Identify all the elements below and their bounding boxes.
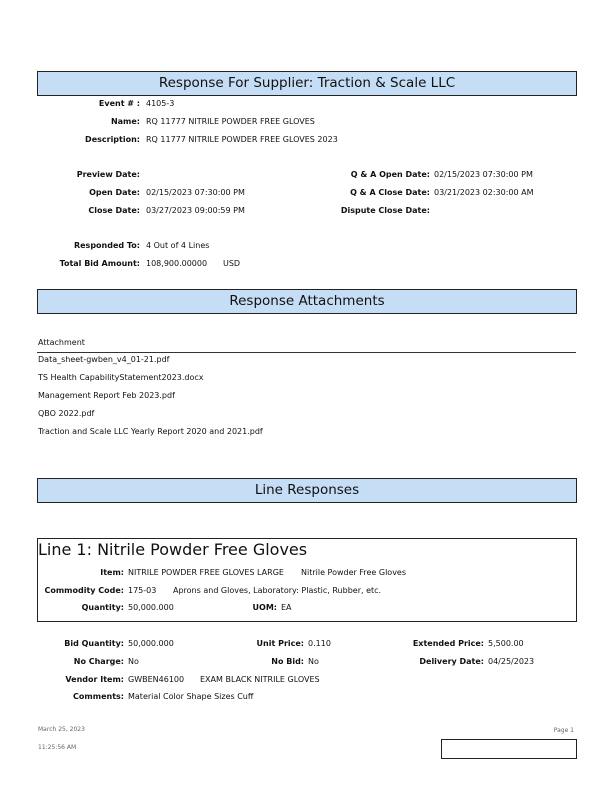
attachment-file[interactable]: Data_sheet-gwben_v4_01-21.pdf xyxy=(38,355,170,364)
attachment-file[interactable]: Traction and Scale LLC Yearly Report 2020 and 2021.pdf xyxy=(38,427,263,436)
name-label: Name: xyxy=(110,117,140,126)
commodity-code-label: Commodity Code: xyxy=(44,586,124,595)
unit-price-value: 0.110 xyxy=(308,639,331,648)
divider xyxy=(37,352,576,353)
bid-quantity-value: 50,000.000 xyxy=(128,639,174,648)
attachment-file[interactable]: QBO 2022.pdf xyxy=(38,409,95,418)
extended-price-label: Extended Price: xyxy=(412,639,484,648)
line-1-title: Line 1: Nitrile Powder Free Gloves xyxy=(38,540,308,559)
uom-value: EA xyxy=(281,603,292,612)
attachment-column-header: Attachment xyxy=(38,338,85,347)
vendor-item-description: EXAM BLACK NITRILE GLOVES xyxy=(200,675,320,684)
responded-to-label: Responded To: xyxy=(73,241,140,250)
total-bid-label: Total Bid Amount: xyxy=(59,259,140,268)
footer-date: March 25, 2023 xyxy=(38,726,85,733)
item-label: Item: xyxy=(100,568,124,577)
preview-date-label: Preview Date: xyxy=(76,170,140,179)
event-value: 4105-3 xyxy=(146,99,175,108)
page-number: Page 1 xyxy=(553,727,574,734)
qa-open-date-value: 02/15/2023 07:30:00 PM xyxy=(434,170,533,179)
description-value: RQ 11777 NITRILE POWDER FREE GLOVES 2023 xyxy=(146,135,338,144)
responded-to-value: 4 Out of 4 Lines xyxy=(146,241,210,250)
vendor-item-label: Vendor Item: xyxy=(65,675,124,684)
delivery-date-label: Delivery Date: xyxy=(419,657,484,666)
currency: USD xyxy=(223,259,241,268)
no-bid-label: No Bid: xyxy=(271,657,304,666)
supplier-response-header: Response For Supplier: Traction & Scale LLC xyxy=(37,71,577,96)
total-bid-value: 108,900.00000 xyxy=(146,259,208,268)
no-charge-value: No xyxy=(128,657,139,666)
extended-price-value: 5,500.00 xyxy=(488,639,524,648)
uom-label: UOM: xyxy=(252,603,277,612)
unit-price-label: Unit Price: xyxy=(256,639,304,648)
delivery-date-value: 04/25/2023 xyxy=(488,657,535,666)
comments-label: Comments: xyxy=(73,692,124,701)
quantity-label: Quantity: xyxy=(81,603,124,612)
footer-box xyxy=(441,739,577,759)
qa-close-date-label: Q & A Close Date: xyxy=(350,188,430,197)
close-date-label: Close Date: xyxy=(88,206,140,215)
close-date-value: 03/27/2023 09:00:59 PM xyxy=(146,206,245,215)
quantity-value: 50,000.000 xyxy=(128,603,174,612)
line-responses-header: Line Responses xyxy=(37,478,577,503)
commodity-description: Aprons and Gloves, Laboratory: Plastic, Rubber, etc. xyxy=(173,586,382,595)
vendor-item-value: GWBEN46100 xyxy=(128,675,185,684)
item-description: Nitrile Powder Free Gloves xyxy=(301,568,407,577)
open-date-value: 02/15/2023 07:30:00 PM xyxy=(146,188,245,197)
commodity-code-value: 175-03 xyxy=(128,586,157,595)
dispute-close-date-label: Dispute Close Date: xyxy=(340,206,430,215)
event-label: Event # : xyxy=(98,99,140,108)
open-date-label: Open Date: xyxy=(89,188,140,197)
no-bid-value: No xyxy=(308,657,319,666)
bid-quantity-label: Bid Quantity: xyxy=(64,639,124,648)
attachments-header: Response Attachments xyxy=(37,289,577,314)
no-charge-label: No Charge: xyxy=(73,657,124,666)
comments-value: Material Color Shape Sizes Cuff xyxy=(128,692,254,701)
qa-close-date-value: 03/21/2023 02:30:00 AM xyxy=(434,188,534,197)
item-value: NITRILE POWDER FREE GLOVES LARGE xyxy=(128,568,284,577)
qa-open-date-label: Q & A Open Date: xyxy=(350,170,430,179)
description-label: Description: xyxy=(85,135,140,144)
attachment-file[interactable]: TS Health CapabilityStatement2023.docx xyxy=(38,373,204,382)
footer-time: 11:25:56 AM xyxy=(38,744,77,751)
name-value: RQ 11777 NITRILE POWDER FREE GLOVES xyxy=(146,117,315,126)
attachment-file[interactable]: Management Report Feb 2023.pdf xyxy=(38,391,175,400)
